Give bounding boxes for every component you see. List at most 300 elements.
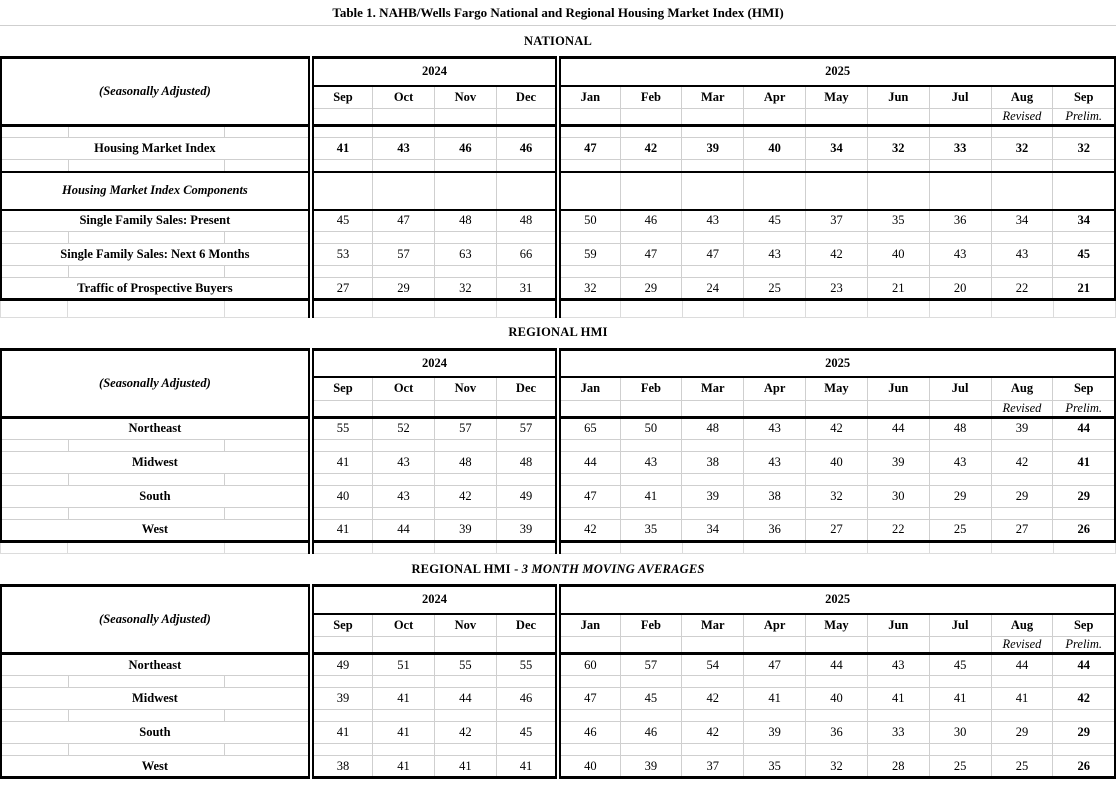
empty-cell (682, 172, 744, 210)
empty-cell (434, 172, 496, 210)
spacer-cell (744, 160, 806, 172)
section-table (0, 348, 1116, 543)
sublabel-header: Revised (991, 109, 1053, 126)
value-cell: 49 (311, 654, 373, 676)
spacer-cell (929, 266, 991, 278)
empty-cell (373, 172, 435, 210)
empty-cell (867, 172, 929, 210)
data-row (1, 519, 1115, 541)
year-header: 2024 (311, 349, 558, 377)
value-cell: 42 (558, 519, 620, 541)
spacer-cell (434, 266, 496, 278)
value-cell: 43 (929, 244, 991, 266)
year-header: 2024 (311, 586, 558, 614)
value-cell: 45 (496, 722, 558, 744)
sublabel-header (434, 400, 496, 417)
spacer-row (1, 126, 1115, 138)
month-header: Jul (929, 614, 991, 637)
value-cell: 40 (806, 451, 868, 473)
components-subhead-row (1, 172, 1115, 210)
value-cell: 32 (434, 278, 496, 300)
value-cell: 41 (991, 688, 1053, 710)
sublabel-header: Revised (991, 637, 1053, 654)
value-cell: 48 (929, 417, 991, 439)
value-cell: 21 (867, 278, 929, 300)
spacer-cell (806, 232, 868, 244)
spacer-cell (1, 507, 68, 519)
spacer-cell (224, 301, 311, 317)
value-cell: 39 (496, 519, 558, 541)
value-cell: 33 (929, 138, 991, 160)
year-header-row (1, 349, 1115, 377)
spacer-cell (991, 710, 1053, 722)
sublabel-header (496, 637, 558, 654)
spacer-cell (867, 126, 929, 138)
value-cell: 32 (806, 485, 868, 507)
value-cell: 35 (620, 519, 682, 541)
spacer-cell (1053, 473, 1115, 485)
spacer-cell (620, 232, 682, 244)
spacer-cell (224, 439, 311, 451)
value-cell: 37 (682, 756, 744, 778)
value-cell: 43 (744, 417, 806, 439)
value-cell: 39 (744, 722, 806, 744)
spacer-cell (434, 507, 496, 519)
value-cell: 43 (867, 654, 929, 676)
spacer-cell (496, 543, 558, 554)
data-row (1, 210, 1115, 232)
regional-table-container (0, 348, 1116, 543)
sublabel-header (620, 400, 682, 417)
spacer-cell (434, 473, 496, 485)
spacer-cell (682, 126, 744, 138)
grid-spacer (0, 301, 1116, 318)
value-cell: 41 (373, 688, 435, 710)
value-cell: 41 (311, 138, 373, 160)
sublabel-header (311, 400, 373, 417)
value-cell: 32 (867, 138, 929, 160)
value-cell: 35 (744, 756, 806, 778)
subhead-label: Housing Market Index Components (1, 172, 311, 210)
value-cell: 42 (682, 688, 744, 710)
sublabel-header (929, 109, 991, 126)
spacer-cell (373, 507, 435, 519)
value-cell: 47 (558, 485, 620, 507)
data-row (1, 485, 1115, 507)
row-label: Midwest (1, 451, 311, 473)
spacer-cell (867, 676, 929, 688)
spacer-cell (496, 126, 558, 138)
sublabel-header (867, 637, 929, 654)
sublabel-header (929, 400, 991, 417)
value-cell: 47 (682, 244, 744, 266)
value-cell: 57 (373, 244, 435, 266)
spacer-cell (806, 676, 868, 688)
spacer-row (1, 676, 1115, 688)
month-header: May (806, 86, 868, 109)
value-cell: 29 (373, 278, 435, 300)
month-header: Feb (620, 86, 682, 109)
sublabel-header (311, 637, 373, 654)
spacer-cell (434, 126, 496, 138)
spacer-row (1, 266, 1115, 278)
spacer-cell (311, 160, 373, 172)
spacer-cell (224, 266, 311, 278)
value-cell: 42 (434, 722, 496, 744)
value-cell: 41 (434, 756, 496, 778)
spacer-row (1, 301, 1116, 317)
sublabel-header (682, 637, 744, 654)
spacer-row (1, 507, 1115, 519)
value-cell: 40 (806, 688, 868, 710)
spacer-cell (311, 676, 373, 688)
value-cell: 55 (434, 654, 496, 676)
value-cell: 47 (558, 138, 620, 160)
data-row (1, 451, 1115, 473)
spacer-cell (434, 232, 496, 244)
moving-averages-table-container (0, 584, 1116, 779)
value-cell: 40 (311, 485, 373, 507)
month-header: Oct (373, 614, 435, 637)
spacer-cell (867, 710, 929, 722)
spacer-cell (929, 126, 991, 138)
value-cell: 42 (991, 451, 1053, 473)
spacer-cell (68, 507, 224, 519)
data-row (1, 244, 1115, 266)
national-table-container (0, 56, 1116, 301)
spacer-cell (620, 301, 682, 317)
month-header: Mar (682, 614, 744, 637)
month-header: Sep (1053, 614, 1115, 637)
sublabel-header (620, 109, 682, 126)
spacer-cell (744, 543, 806, 554)
spacer-cell (620, 160, 682, 172)
value-cell: 30 (929, 722, 991, 744)
empty-cell (744, 172, 806, 210)
section-table (0, 56, 1116, 301)
spacer-cell (1, 266, 68, 278)
spacer-cell (867, 744, 929, 756)
value-cell: 65 (558, 417, 620, 439)
spacer-cell (496, 676, 558, 688)
value-cell: 45 (929, 654, 991, 676)
spacer-cell (224, 160, 311, 172)
value-cell: 42 (806, 244, 868, 266)
value-cell: 24 (682, 278, 744, 300)
spacer-cell (496, 744, 558, 756)
spacer-cell (311, 232, 373, 244)
value-cell: 43 (744, 451, 806, 473)
spacer-cell (682, 266, 744, 278)
grid-spacer-table (0, 301, 1116, 318)
spacer-cell (1053, 126, 1115, 138)
spacer-cell (372, 543, 434, 554)
sublabel-header (558, 637, 620, 654)
month-header: Nov (434, 377, 496, 400)
data-row (1, 138, 1115, 160)
spacer-cell (1053, 301, 1115, 317)
spacer-cell (682, 543, 744, 554)
spacer-cell (682, 473, 744, 485)
seasonally-adjusted-label: (Seasonally Adjusted) (1, 58, 311, 126)
month-header: Jun (867, 614, 929, 637)
spacer-cell (68, 232, 224, 244)
month-header: Jan (558, 377, 620, 400)
spacer-cell (68, 744, 224, 756)
value-cell: 44 (434, 688, 496, 710)
spacer-cell (991, 266, 1053, 278)
year-header-row (1, 586, 1115, 614)
spacer-cell (620, 543, 682, 554)
section-banner-moving-averages (0, 554, 1116, 584)
row-label: Northeast (1, 654, 311, 676)
spacer-cell (373, 126, 435, 138)
month-header: Nov (434, 614, 496, 637)
spacer-cell (806, 744, 868, 756)
spacer-cell (1053, 543, 1115, 554)
sublabel-header (806, 400, 868, 417)
spacer-cell (558, 439, 620, 451)
data-row (1, 278, 1115, 300)
spacer-cell (682, 160, 744, 172)
value-cell: 43 (373, 138, 435, 160)
value-cell: 39 (620, 756, 682, 778)
spacer-cell (620, 439, 682, 451)
sublabel-header (496, 400, 558, 417)
value-cell: 22 (867, 519, 929, 541)
spacer-cell (620, 266, 682, 278)
sublabel-header: Prelim. (1053, 109, 1115, 126)
spacer-cell (1, 232, 68, 244)
value-cell: 45 (311, 210, 373, 232)
value-cell: 39 (991, 417, 1053, 439)
value-cell: 35 (867, 210, 929, 232)
spacer-cell (373, 744, 435, 756)
sublabel-header (620, 637, 682, 654)
value-cell: 21 (1053, 278, 1115, 300)
value-cell: 63 (434, 244, 496, 266)
spacer-cell (224, 744, 311, 756)
sublabel-header (744, 400, 806, 417)
spacer-cell (496, 266, 558, 278)
row-label: Single Family Sales: Present (1, 210, 311, 232)
spacer-cell (68, 160, 224, 172)
value-cell: 22 (991, 278, 1053, 300)
spacer-cell (1053, 744, 1115, 756)
value-cell: 42 (620, 138, 682, 160)
value-cell: 28 (867, 756, 929, 778)
spacer-cell (806, 266, 868, 278)
data-row (1, 722, 1115, 744)
sublabel-header: Revised (991, 400, 1053, 417)
spacer-cell (68, 710, 224, 722)
spacer-cell (867, 266, 929, 278)
month-header: Jan (558, 86, 620, 109)
spacer-cell (929, 710, 991, 722)
spacer-cell (1, 744, 68, 756)
value-cell: 42 (682, 722, 744, 744)
spacer-cell (224, 676, 311, 688)
value-cell: 46 (620, 210, 682, 232)
value-cell: 44 (558, 451, 620, 473)
value-cell: 50 (558, 210, 620, 232)
spacer-cell (373, 473, 435, 485)
value-cell: 40 (744, 138, 806, 160)
value-cell: 39 (434, 519, 496, 541)
spacer-cell (620, 126, 682, 138)
value-cell: 45 (620, 688, 682, 710)
value-cell: 55 (311, 417, 373, 439)
value-cell: 34 (806, 138, 868, 160)
spacer-cell (929, 507, 991, 519)
month-header: Apr (744, 86, 806, 109)
spacer-cell (496, 301, 558, 317)
spacer-cell (744, 301, 806, 317)
value-cell: 48 (434, 451, 496, 473)
spacer-cell (373, 676, 435, 688)
value-cell: 43 (620, 451, 682, 473)
month-header: May (806, 614, 868, 637)
month-header: Sep (1053, 377, 1115, 400)
value-cell: 53 (311, 244, 373, 266)
value-cell: 41 (311, 451, 373, 473)
value-cell: 34 (682, 519, 744, 541)
value-cell: 29 (929, 485, 991, 507)
value-cell: 41 (311, 519, 373, 541)
spacer-cell (311, 439, 373, 451)
grid-spacer (0, 543, 1116, 555)
spacer-cell (311, 507, 373, 519)
spacer-cell (373, 710, 435, 722)
spacer-cell (991, 473, 1053, 485)
month-header: Feb (620, 377, 682, 400)
empty-cell (806, 172, 868, 210)
value-cell: 41 (867, 688, 929, 710)
spacer-cell (992, 543, 1054, 554)
spacer-cell (496, 473, 558, 485)
spacer-row (1, 543, 1116, 554)
banner-text: NATIONAL (523, 33, 593, 48)
spacer-cell (496, 710, 558, 722)
year-header: 2025 (558, 586, 1115, 614)
grid-spacer-table (0, 543, 1116, 555)
spacer-cell (224, 710, 311, 722)
value-cell: 54 (682, 654, 744, 676)
sublabel-header (373, 637, 435, 654)
spacer-cell (620, 710, 682, 722)
spacer-cell (1053, 232, 1115, 244)
value-cell: 47 (744, 654, 806, 676)
spacer-row (1, 710, 1115, 722)
empty-cell (620, 172, 682, 210)
spacer-cell (1053, 676, 1115, 688)
spacer-cell (496, 232, 558, 244)
value-cell: 39 (682, 138, 744, 160)
value-cell: 44 (373, 519, 435, 541)
value-cell: 41 (620, 485, 682, 507)
spacer-cell (620, 744, 682, 756)
value-cell: 30 (867, 485, 929, 507)
spacer-row (1, 744, 1115, 756)
sublabel-header (434, 637, 496, 654)
value-cell: 44 (991, 654, 1053, 676)
spacer-cell (929, 160, 991, 172)
sublabel-header (434, 109, 496, 126)
spacer-cell (991, 676, 1053, 688)
value-cell: 27 (991, 519, 1053, 541)
year-header-row (1, 58, 1115, 86)
spacer-cell (806, 126, 868, 138)
spacer-cell (311, 266, 373, 278)
value-cell: 52 (373, 417, 435, 439)
spacer-cell (558, 266, 620, 278)
value-cell: 66 (496, 244, 558, 266)
value-cell: 50 (620, 417, 682, 439)
spacer-cell (806, 710, 868, 722)
value-cell: 45 (744, 210, 806, 232)
value-cell: 48 (496, 451, 558, 473)
value-cell: 41 (311, 722, 373, 744)
section-banner-national (0, 26, 1116, 56)
value-cell: 57 (496, 417, 558, 439)
spacer-cell (1, 160, 68, 172)
value-cell: 45 (1053, 244, 1115, 266)
spacer-cell (929, 439, 991, 451)
empty-cell (991, 172, 1053, 210)
spacer-cell (992, 301, 1054, 317)
value-cell: 43 (991, 244, 1053, 266)
spacer-cell (1, 439, 68, 451)
sublabel-header (558, 400, 620, 417)
value-cell: 48 (434, 210, 496, 232)
sublabel-header (311, 109, 373, 126)
value-cell: 25 (991, 756, 1053, 778)
spacer-cell (682, 676, 744, 688)
spacer-cell (867, 160, 929, 172)
value-cell: 29 (1053, 722, 1115, 744)
spacer-cell (558, 543, 620, 554)
spacer-cell (434, 710, 496, 722)
spacer-cell (68, 439, 224, 451)
value-cell: 31 (496, 278, 558, 300)
value-cell: 41 (373, 756, 435, 778)
spacer-cell (868, 301, 930, 317)
value-cell: 42 (1053, 688, 1115, 710)
spacer-cell (558, 232, 620, 244)
spacer-cell (929, 676, 991, 688)
sublabel-header (496, 109, 558, 126)
section-banner-regional (0, 318, 1116, 348)
spacer-cell (68, 676, 224, 688)
value-cell: 32 (806, 756, 868, 778)
value-cell: 44 (1053, 417, 1115, 439)
spacer-cell (311, 473, 373, 485)
value-cell: 25 (929, 756, 991, 778)
spacer-cell (68, 301, 224, 317)
value-cell: 36 (806, 722, 868, 744)
spacer-cell (682, 439, 744, 451)
month-header: Jan (558, 614, 620, 637)
value-cell: 46 (496, 688, 558, 710)
value-cell: 44 (1053, 654, 1115, 676)
spacer-cell (929, 473, 991, 485)
spacer-cell (434, 439, 496, 451)
spacer-cell (496, 160, 558, 172)
month-header: Apr (744, 614, 806, 637)
sublabel-header (929, 637, 991, 654)
value-cell: 34 (1053, 210, 1115, 232)
spacer-cell (744, 473, 806, 485)
